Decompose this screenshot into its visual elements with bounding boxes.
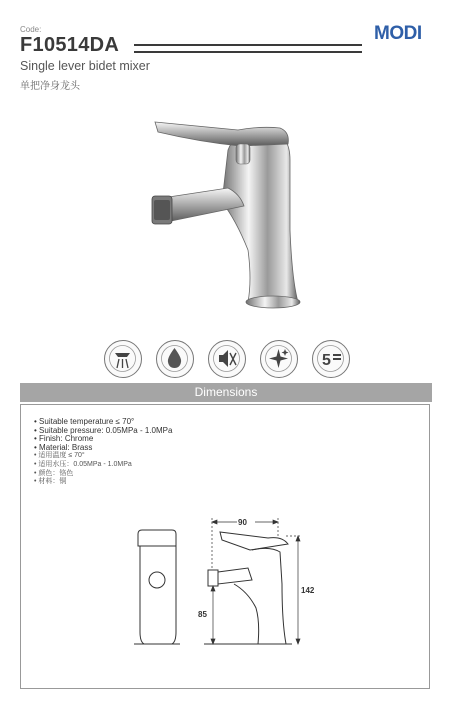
- spout-height-dimension: 85: [198, 610, 207, 619]
- front-view-handle: [138, 530, 176, 546]
- front-view-spout: [149, 572, 165, 588]
- warranty-years: 5: [322, 352, 331, 369]
- spec-finish: • Finish: Chrome: [34, 435, 172, 444]
- height-dimension: 142: [301, 586, 315, 595]
- spec-temperature-zh: • 适用温度 ≤ 70°: [34, 452, 172, 461]
- spec-pressure: • Suitable pressure: 0.05MPa - 1.0MPa: [34, 427, 172, 436]
- low-noise-icon: [208, 340, 246, 378]
- product-title-zh: 单把净身龙头: [20, 81, 80, 92]
- side-view-body: [234, 548, 286, 644]
- technical-drawing: [120, 512, 340, 652]
- front-view-body: [140, 546, 176, 644]
- dimensions-header: Dimensions: [20, 383, 432, 402]
- spec-material: • Material: Brass: [34, 444, 172, 453]
- spec-temperature: • Suitable temperature ≤ 70°: [34, 418, 172, 427]
- brand-logo: MODI: [374, 23, 422, 44]
- easy-clean-icon: [260, 340, 298, 378]
- spec-material-zh: • 材料：铜: [34, 478, 172, 487]
- side-view-spout: [218, 568, 252, 584]
- aerator-icon: [104, 340, 142, 378]
- code-label: Code:: [20, 25, 42, 34]
- water-saving-icon: [156, 340, 194, 378]
- product-image: [140, 110, 320, 320]
- spec-list: [34, 418, 172, 487]
- spec-pressure-zh: • 适用水压：0.05MPa - 1.0MPa: [34, 461, 172, 470]
- spec-finish-zh: • 颜色：铬色: [34, 470, 172, 479]
- side-view-aerator: [208, 570, 218, 586]
- feature-icons: [104, 340, 350, 380]
- model-number: F10514DA: [20, 34, 120, 56]
- product-title-en: Single lever bidet mixer: [20, 59, 150, 73]
- five-year-warranty-icon: [312, 340, 350, 378]
- width-dimension: 90: [238, 518, 247, 527]
- title-rule: [134, 44, 362, 53]
